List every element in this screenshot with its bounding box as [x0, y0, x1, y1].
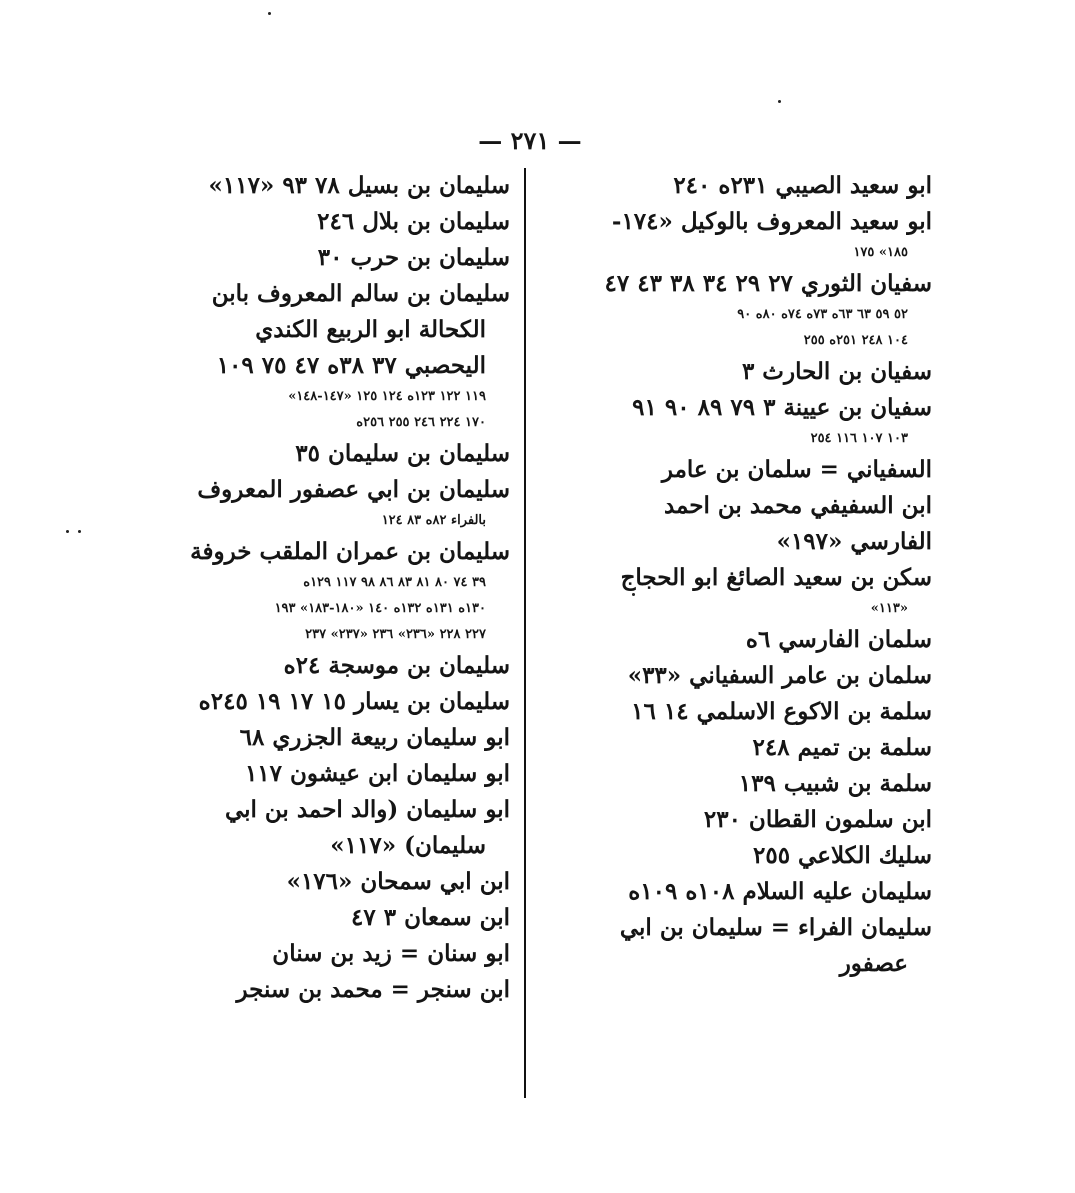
index-entry-text: سلمة بن تميم ٢٤٨ [752, 734, 932, 761]
index-entry [112, 756, 510, 792]
scan-speck [66, 530, 69, 533]
index-entry-text: الكحالة ابو الربيع الكندي [255, 316, 486, 343]
index-entry-text: ابن السفيفي محمد بن احمد [663, 492, 932, 519]
column-divider [524, 168, 526, 1098]
index-entry-text: سليمان بن سليمان ٣٥ [295, 440, 510, 467]
index-entry-text: اليحصبي ٣٧ ٣٨ه ٤٧ ٧٥ ١٠٩ [216, 352, 486, 379]
index-entry-text: سفيان بن الحارث ٣ [741, 358, 932, 385]
index-entry-text: الفارسي «١٩٧» [776, 528, 932, 555]
scan-speck [78, 530, 81, 533]
index-entry-text: سليمان) «١١٧» [330, 832, 486, 859]
index-entry [112, 972, 510, 1008]
index-page-refs: «١١٣» [870, 601, 908, 616]
index-entry [540, 658, 932, 694]
index-entry [112, 436, 510, 472]
index-page-refs: ٣٩ ٧٤ ٨٠ ٨١ ٨٣ ٨٦ ٩٨ ١١٧ ١٢٩ه [303, 575, 486, 590]
index-page-refs: ١٣٠ه ١٣١ه ١٣٢ه ١٤٠ «١٨٠-١٨٣» ١٩٣ [274, 601, 486, 616]
index-page-refs: بالفراء ٨٢ه ٨٣ ١٢٤ [381, 513, 486, 528]
scan-speck [268, 12, 271, 15]
index-entry [112, 472, 510, 534]
index-entry-text: ابن سنجر = محمد بن سنجر [236, 976, 510, 1003]
index-entry-text: سليمان بن ابي عصفور المعروف [197, 476, 510, 503]
index-entry-text: سليمان بن حرب ٣٠ [317, 244, 510, 271]
index-page-refs: ٢٢٧ ٢٢٨ «٢٣٦» ٢٣٦ «٢٣٧» ٢٣٧ [305, 627, 486, 642]
index-entry-text: سفيان الثوري ٢٧ ٢٩ ٣٤ ٣٨ ٤٣ ٤٧ [604, 270, 932, 297]
index-column-left [112, 168, 510, 1008]
index-entry-text: سلمان الفارسي ٦ه [745, 626, 932, 653]
index-entry-text: سليمان بن موسجة ٢٤ه [283, 652, 510, 679]
index-entry-text: سليمان بن بلال ٢٤٦ [317, 208, 510, 235]
index-entry-text: ابو سعيد الصيبي ٢٣١ه ٢٤٠ [673, 172, 932, 199]
index-entry [112, 936, 510, 972]
index-entry [112, 240, 510, 276]
index-entry-text: ابن سمعان ٣ ٤٧ [351, 904, 510, 931]
index-entry-text: سلمان بن عامر السفياني «٣٣» [627, 662, 932, 689]
index-page-refs: ١٧٠ ٢٢٤ ٢٤٦ ٢٥٥ ٢٥٦ه [356, 415, 486, 430]
index-entry-text: ابو سليمان ابن عيشون ١١٧ [244, 760, 510, 787]
index-page-refs: ١١٩ ١٢٢ ١٢٣ه ١٢٤ ١٢٥ «١٤٧-١٤٨» [288, 389, 486, 404]
index-entry [112, 684, 510, 720]
index-entry-text: ابن ابي سمحان «١٧٦» [286, 868, 510, 895]
index-entry [540, 622, 932, 658]
index-column-right [540, 168, 932, 982]
index-page-refs: ١٨٥» ١٧٥ [853, 245, 908, 260]
index-entry [540, 168, 932, 204]
index-entry [540, 204, 932, 266]
index-entry-text: ابو سعيد المعروف بالوكيل «١٧٤- [611, 208, 932, 235]
index-entry-text: ابو سليمان (والد احمد بن ابي [224, 796, 510, 823]
index-entry-text: سفيان بن عيينة ٣ ٧٩ ٨٩ ٩٠ ٩١ [632, 394, 932, 421]
index-entry [540, 488, 932, 560]
index-entry-text: سليمان بن سالم المعروف بابن [211, 280, 510, 307]
index-page-refs: ١٠٣ ١٠٧ ١١٦ ٢٥٤ [810, 431, 908, 446]
index-entry [112, 168, 510, 204]
index-page-refs: ١٠٤ ٢٤٨ ٢٥١ه ٢٥٥ [803, 333, 908, 348]
index-entry-text: سليمان عليه السلام ١٠٨ه ١٠٩ه [628, 878, 932, 905]
index-entry-text: سليك الكلاعي ٢٥٥ [752, 842, 932, 869]
index-entry [112, 792, 510, 864]
index-entry [540, 766, 932, 802]
index-entry [540, 802, 932, 838]
index-entry [112, 864, 510, 900]
index-entry [112, 276, 510, 436]
index-entry [112, 900, 510, 936]
page-number: — ٢٧١ — [478, 126, 582, 155]
index-entry-text: سكن بن سعيد الصائغ ابو الحجاج [620, 564, 932, 591]
index-entry-text: سلمة بن الاكوع الاسلمي ١٤ ١٦ [631, 698, 932, 725]
index-entry [540, 452, 932, 488]
index-entry [540, 694, 932, 730]
index-entry [540, 838, 932, 874]
index-page-refs: ٥٢ ٥٩ ٦٣ ٦٣ه ٧٣ه ٧٤ه ٨٠ه ٩٠ [737, 307, 908, 322]
index-entry-text: سليمان بن يسار ١٥ ١٧ ١٩ ٢٤٥ه [198, 688, 510, 715]
index-entry-text: سلمة بن شبيب ١٣٩ [738, 770, 932, 797]
index-entry [540, 266, 932, 354]
index-entry-text: سليمان الفراء = سليمان بن ابي [619, 914, 932, 941]
index-entry [112, 648, 510, 684]
index-entry [540, 730, 932, 766]
index-entry-text: عصفور [839, 950, 908, 977]
index-entry [112, 204, 510, 240]
index-entry-text: سليمان بن بسيل ٧٨ ٩٣ «١١٧» [208, 172, 510, 199]
index-entry-text: السفياني = سلمان بن عامر [661, 456, 932, 483]
index-entry [540, 560, 932, 622]
index-entry [540, 390, 932, 452]
index-entry-text: ابو سنان = زيد بن سنان [272, 940, 510, 967]
scan-speck [632, 593, 635, 596]
index-entry [540, 874, 932, 910]
index-entry-text: ابن سلمون القطان ٢٣٠ [703, 806, 932, 833]
index-entry-text: ابو سليمان ربيعة الجزري ٦٨ [239, 724, 510, 751]
index-entry [540, 354, 932, 390]
index-entry-text: سليمان بن عمران الملقب خروفة [190, 538, 510, 565]
index-entry [540, 910, 932, 982]
index-entry [112, 534, 510, 648]
scan-speck [778, 100, 781, 103]
index-entry [112, 720, 510, 756]
